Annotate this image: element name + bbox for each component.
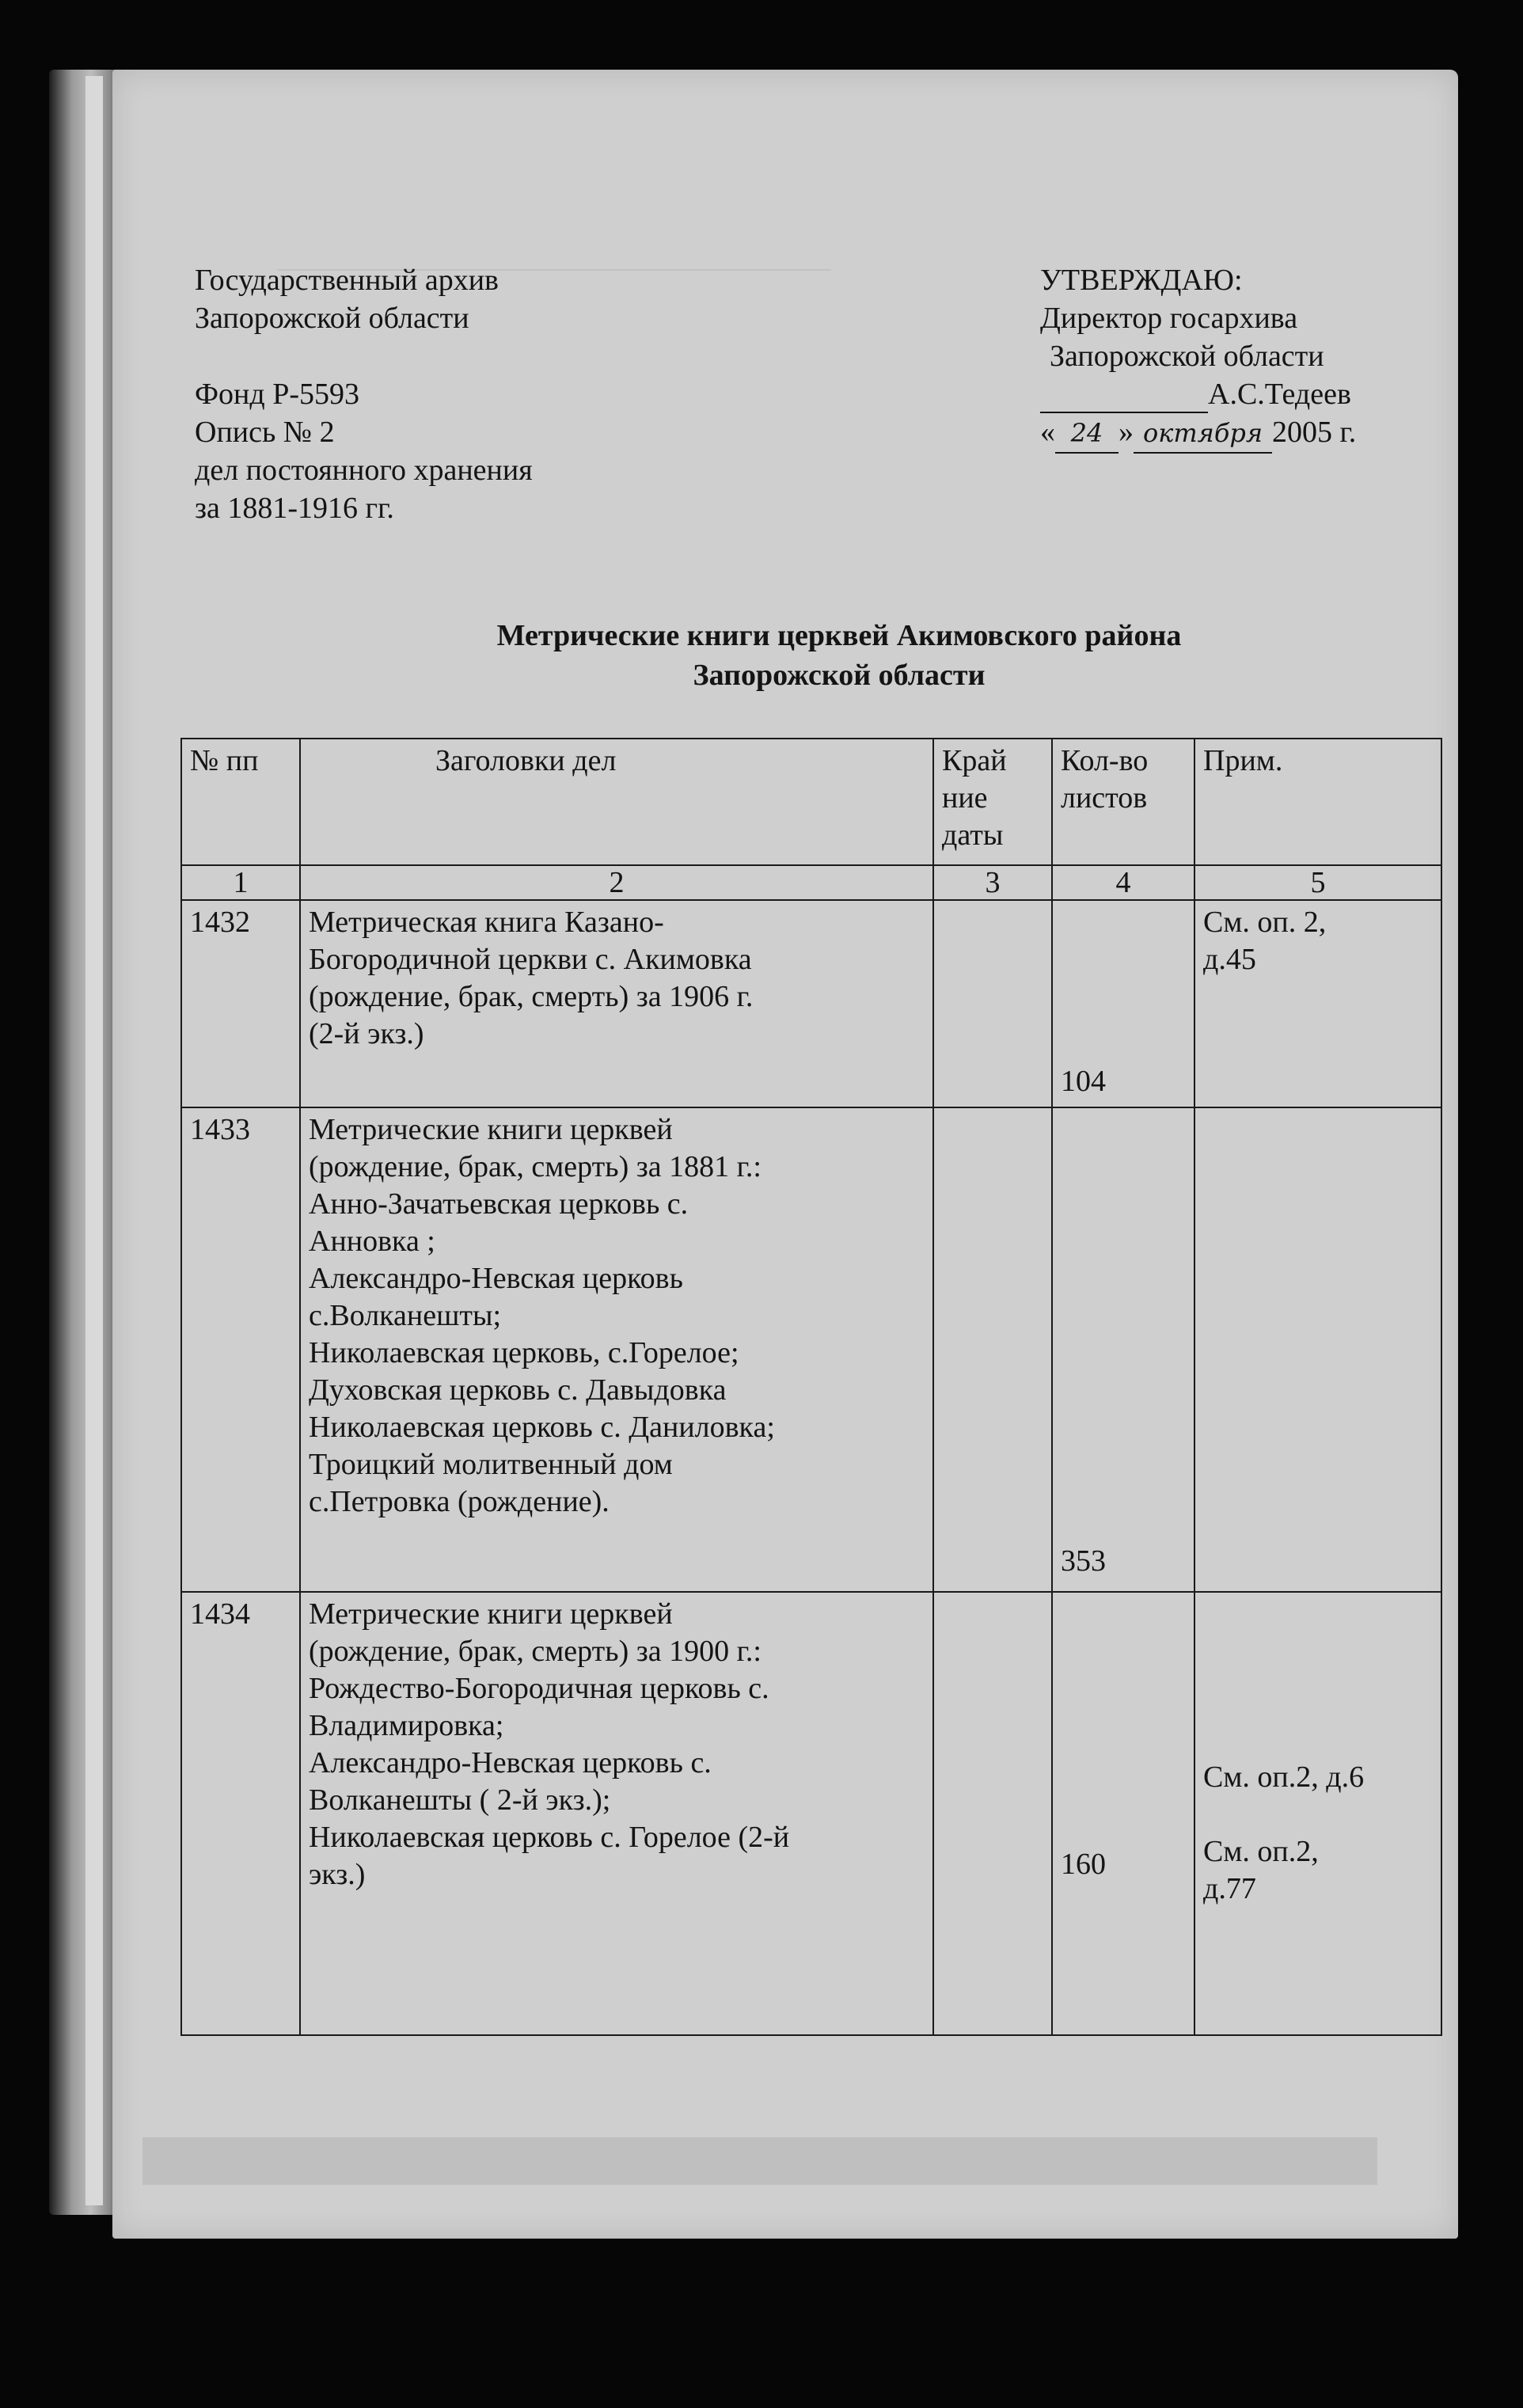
folder-spine-edge (85, 76, 103, 2205)
title-line1: Метрические книги церквей Акимовского района (496, 619, 1182, 652)
archive-name-line1: Государственный архив (195, 264, 499, 297)
title-line: (рождение, брак, смерть) за 1906 г. (309, 980, 754, 1013)
header-sheets (1052, 739, 1194, 865)
position-line1: Директор госархива (1040, 302, 1298, 335)
table-row (181, 1107, 1441, 1592)
note-line: См. оп.2, д.6 (1203, 1760, 1365, 1794)
title-line: Троицкий молитвенный дом (309, 1448, 673, 1481)
title-line: Николаевская церковь с. Горелое (2-й (309, 1821, 790, 1854)
title-line: Метрические книги церквей (309, 1113, 673, 1146)
approve-label: УТВЕРЖДАЮ: (1040, 264, 1243, 297)
col-number: 2 (300, 865, 933, 900)
row-dates (933, 900, 1052, 1107)
title-line: Николаевская церковь с. Даниловка; (309, 1411, 775, 1444)
row-title (300, 1107, 933, 1592)
row-note (1194, 1592, 1441, 2035)
position-line2: Запорожской области (1050, 340, 1324, 373)
title-line: Духовская церковь с. Давыдовка (309, 1373, 727, 1407)
opis-number: Опись № 2 (195, 416, 335, 449)
fond-number: Фонд Р-5593 (195, 378, 359, 411)
note-line: См. оп. 2, (1203, 906, 1327, 939)
row-title (300, 1592, 933, 2035)
row-title (300, 900, 933, 1107)
title-line: (рождение, брак, смерть) за 1900 г.: (309, 1635, 762, 1668)
signer-name: А.С.Тедеев (1208, 378, 1351, 411)
row-dates (933, 1107, 1052, 1592)
signature-line (1040, 375, 1356, 413)
title-line: Анновка ; (309, 1225, 435, 1258)
title-line: Богородичной церкви с. Акимовка (309, 943, 752, 976)
title-line: Рождество-Богородичная церковь с. (309, 1672, 769, 1705)
header-title: Заголовки дел (300, 739, 933, 865)
title-line: Николаевская церковь, с.Горелое; (309, 1336, 739, 1369)
signature-blank (1040, 385, 1208, 413)
table-header-row (181, 739, 1441, 865)
header-left (195, 261, 533, 527)
table-row (181, 1592, 1441, 2035)
title-line: (рождение, брак, смерть) за 1881 г.: (309, 1150, 762, 1183)
col-number: 1 (181, 865, 300, 900)
row-sheets-cell (1052, 900, 1194, 1107)
note-line: д.77 (1203, 1872, 1256, 1905)
row-num: 1433 (181, 1107, 300, 1592)
column-number-row (181, 865, 1441, 900)
title-line: Владимировка; (309, 1709, 504, 1742)
archive-name-line2: Запорожской области (195, 302, 469, 335)
page-bottom-edge (142, 2137, 1377, 2185)
header-num: № пп (181, 739, 300, 865)
approval-date (1040, 413, 1356, 454)
title-line2: Запорожской области (693, 659, 986, 692)
row-num: 1432 (181, 900, 300, 1107)
col-number: 3 (933, 865, 1052, 900)
header-dates-line1: Край (942, 744, 1007, 777)
header-sheets-line1: Кол-во (1061, 744, 1149, 777)
date-month-handwritten: октября (1134, 414, 1272, 454)
row-sheets: 353 (1061, 1544, 1106, 1578)
note-line: д.45 (1203, 943, 1256, 976)
title-line: с.Волканешты; (309, 1299, 502, 1332)
header-dates-line3: даты (942, 818, 1004, 852)
row-note (1194, 1107, 1441, 1592)
col-number: 4 (1052, 865, 1194, 900)
date-day-handwritten: 24 (1055, 414, 1119, 454)
storage-type: дел постоянного хранения (195, 454, 533, 487)
row-note (1194, 900, 1441, 1107)
title-line: экз.) (309, 1858, 366, 1891)
title-line: Александро-Невская церковь (309, 1262, 683, 1295)
header-dates (933, 739, 1052, 865)
row-sheets: 160 (1061, 1848, 1106, 1881)
title-line: Анно-Зачатьевская церковь с. (309, 1187, 689, 1221)
note-line: См. оп.2, (1203, 1835, 1319, 1868)
title-line: (2-й экз.) (309, 1017, 424, 1050)
col-number: 5 (1194, 865, 1441, 900)
title-line: Волканешты ( 2-й экз.); (309, 1783, 611, 1817)
row-dates (933, 1592, 1052, 2035)
row-num: 1434 (181, 1592, 300, 2035)
header-note: Прим. (1194, 739, 1441, 865)
register-table (180, 738, 1442, 2036)
date-year: 2005 г. (1272, 416, 1357, 449)
period: за 1881-1916 гг. (195, 492, 394, 525)
approval-block (1040, 261, 1356, 454)
row-sheets-cell (1052, 1592, 1194, 2035)
table-row (181, 900, 1441, 1107)
header-dates-line2: ние (942, 781, 988, 815)
header-sheets-line2: листов (1061, 781, 1148, 815)
title-line: Александро-Невская церковь с. (309, 1746, 712, 1779)
row-sheets: 104 (1061, 1065, 1106, 1098)
title-line: Метрическая книга Казано- (309, 906, 664, 939)
title-line: с.Петровка (рождение). (309, 1485, 610, 1518)
date-quote-open: « (1040, 416, 1055, 449)
row-sheets-cell (1052, 1107, 1194, 1592)
document-title (237, 616, 1441, 695)
date-quote-close: » (1119, 416, 1134, 449)
title-line: Метрические книги церквей (309, 1597, 673, 1631)
